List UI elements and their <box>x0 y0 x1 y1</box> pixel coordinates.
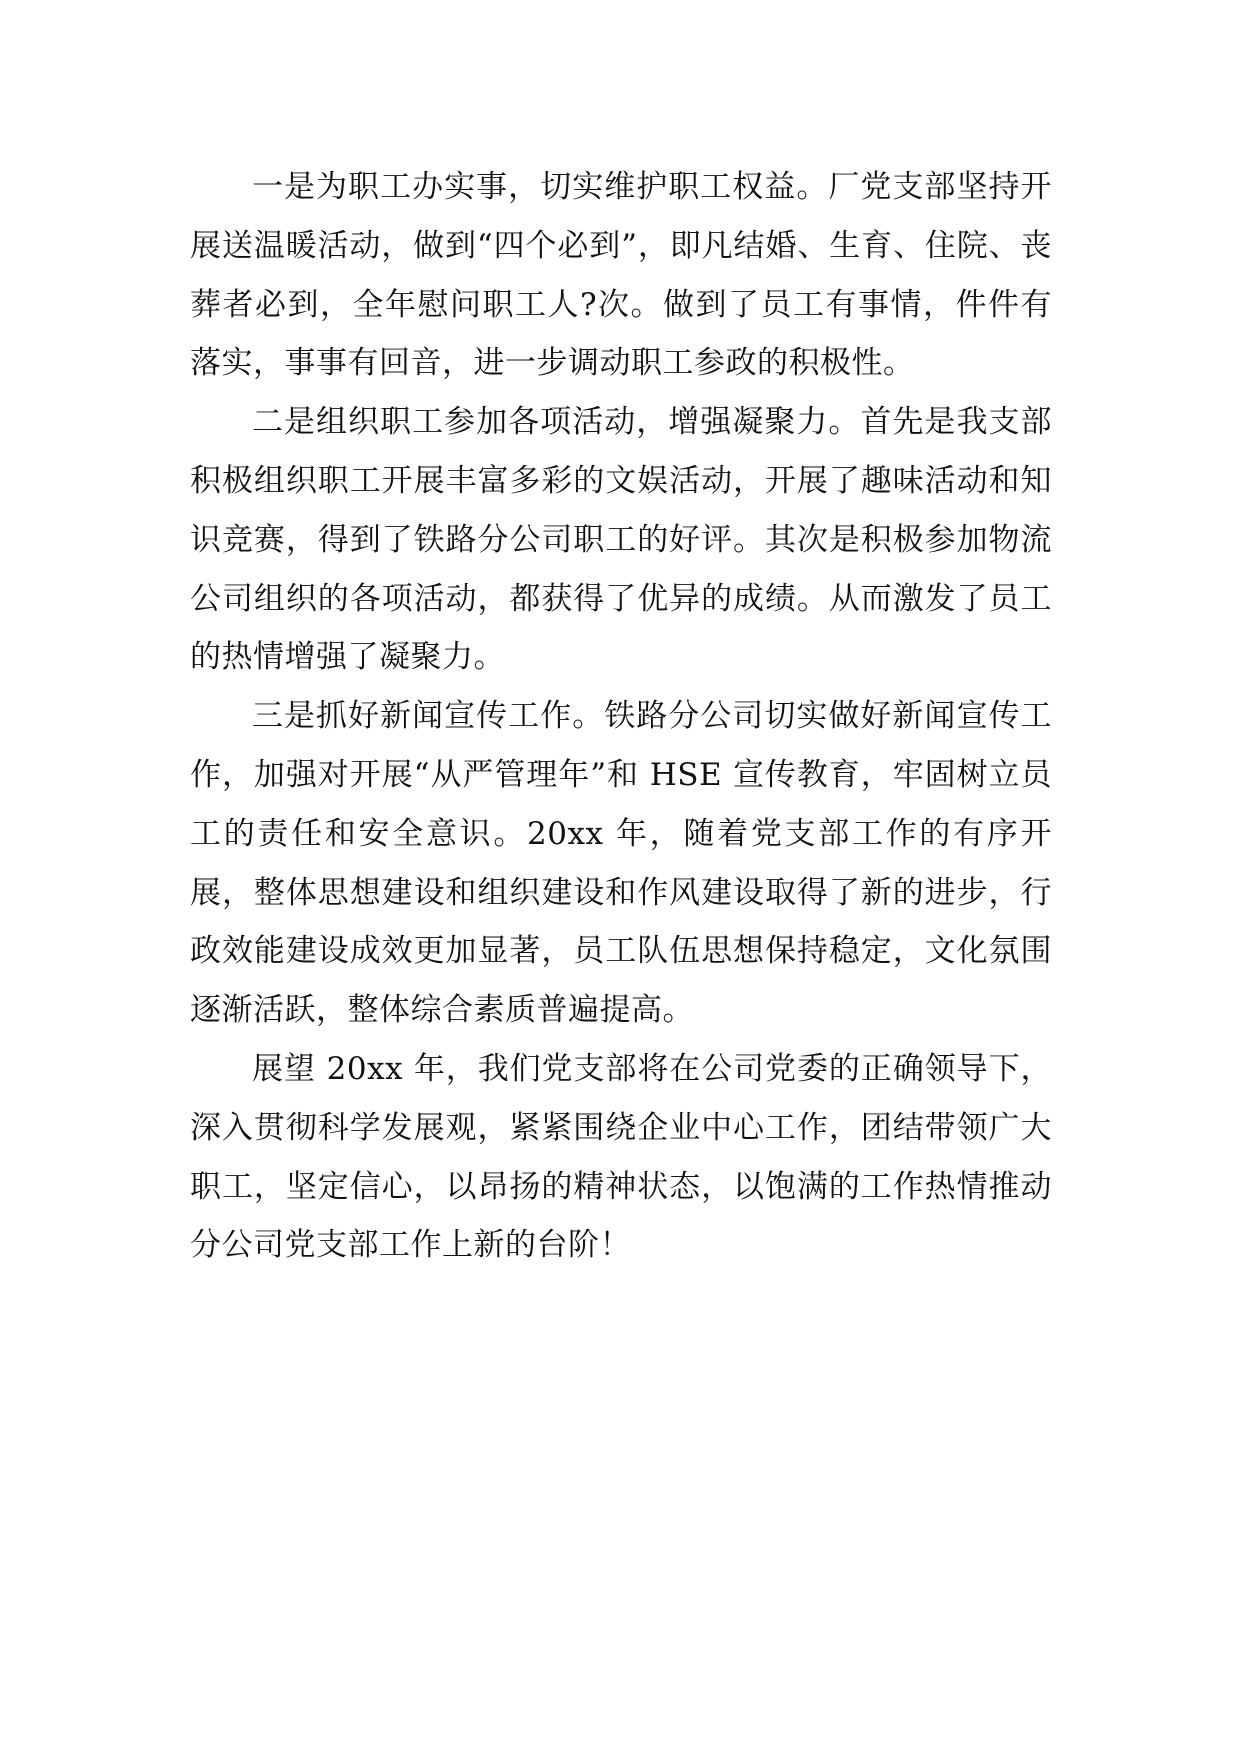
paragraph-2: 二是组织职工参加各项活动，增强凝聚力。首先是我支部积极组织职工开展丰富多彩的文娱活动，开展了趣味活动和知识竞赛，得到了铁路分公司职工的好评。其次是积极参加物流公司组织的各项活动，都获得了优异的成绩。从而激发了员工的热情增强了凝聚力。 <box>190 404 1052 676</box>
paragraph-1: 一是为职工办实事，切实维护职工权益。厂党支部坚持开展送温暖活动，做到“四个必到”，即凡结婚、生育、住院、丧葬者必到，全年慰问职工人?次。做到了员工有事情，件件有落实，事事有回音，进一步调动职工参政的积极性。 <box>190 169 1052 382</box>
paragraph-4: 展望 20xx 年，我们党支部将在公司党委的正确领导下，深入贯彻科学发展观，紧紧围绕企业中心工作，团结带领广大职工，坚定信心，以昂扬的精神状态，以饱满的工作热情推动分公司党支部工作上新的台阶！ <box>190 1050 1052 1264</box>
paragraph-3: 三是抓好新闻宣传工作。铁路分公司切实做好新闻宣传工作，加强对开展“从严管理年”和 HSE 宣传教育，牢固树立员工的责任和安全意识。20xx 年，随着党支部工作的有序开展，整体思想建设和组织建设和作风建设取得了新的进步，行政效能建设成效更加显著，员工队伍思想保持稳定，文化氛围逐渐活跃，整体综合素质普遍提高。 <box>190 698 1052 1029</box>
document-body <box>190 158 1052 1275</box>
